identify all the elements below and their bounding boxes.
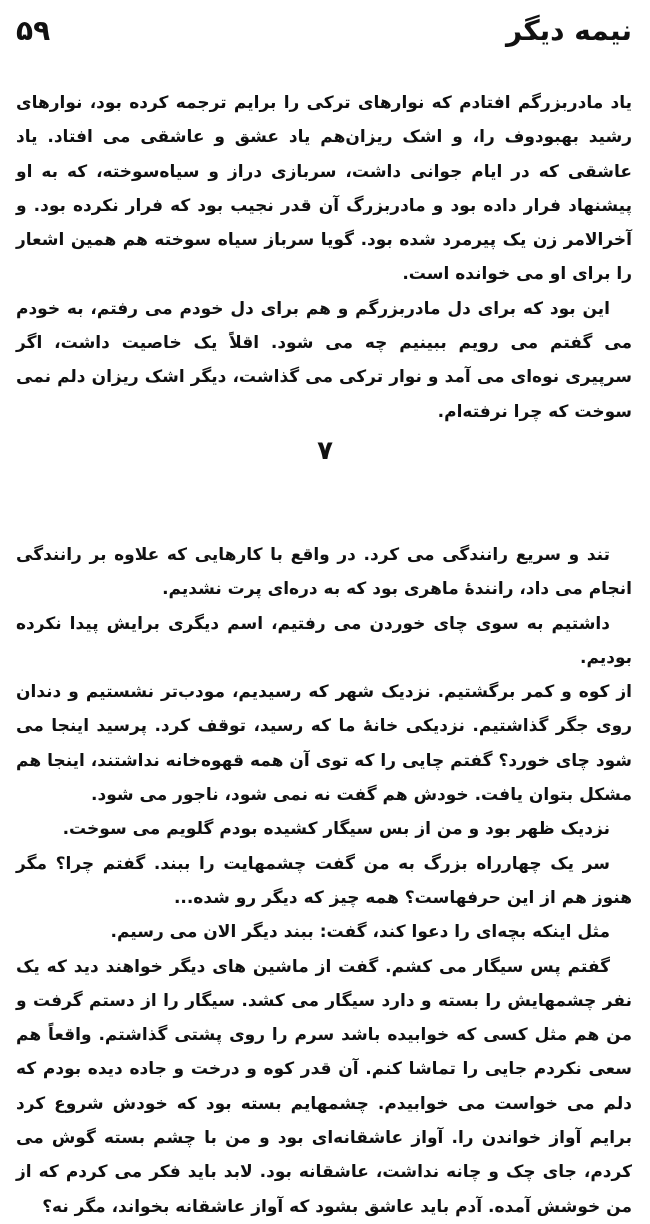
- text-block-top: [16, 86, 632, 429]
- paragraph: نزدیک ظهر بود و من از بس سیگار کشیده بودم گلویم می سوخت.: [62, 819, 610, 840]
- paragraph: تند و سریع رانندگی می کرد. در واقع با کارهایی که علاوه بر رانندگی انجام می داد، رانندهٔ ماهری بود که به دره‌ای پرت نشدیم.: [16, 545, 632, 600]
- section-number: ۷: [317, 436, 333, 466]
- paragraph: مثل اینکه بچه‌ای را دعوا کند، گفت: ببند دیگر الان می رسیم.: [110, 922, 610, 943]
- paragraph: سر یک چهارراه بزرگ به من گفت چشمهایت را ببند. گفتم چرا؟ مگر هنوز هم از این حرفهاست؟ همه چیز که دیگر رو شده...: [16, 853, 632, 908]
- paragraph: از کوه و کمر برگشتیم. نزدیک شهر که رسیدیم، مودب‌تر نشستیم و دندان روی جگر گذاشتیم. نزدیکی خانهٔ ما که رسید، توقف کرد. پرسید اینجا می شود چای خورد؟ گفتم چایی را که توی آن همه قهوه‌خانه نداشتند، اینجا هم مشکل بتوان یافت. خودش هم گفت نه نمی شود، ناجور می شود.: [16, 682, 632, 806]
- page-header: [16, 14, 632, 54]
- running-title: نیمه دیگر: [505, 14, 632, 47]
- paragraph: گفتم پس سیگار می کشم. گفت از ماشین های دیگر خواهند دید که یک نفر چشمهایش را بسته و دارد سیگار می کشد. سیگار را از دستم گرفت و من هم مثل کسی که خوابیده باشد سرم را روی پشتی گذاشتم. واقعاً هم سعی نکردم جایی را تماشا کنم. آن قدر کوه و درخت و جاده دیده بودم که دلم می خواست می خوابیدم. چشمهایم بسته بود که خودش شروع کرد برایم آواز خواندن را. آواز عاشقانه‌ای بود و من با چشم بسته گوش می کردم، جای چک و چانه نداشت، عاشقانه بود. لابد باید فکر می کردم که از من خوشش آمده. آدم باید عاشق بشود که آواز عاشقانه بخواند، مگر نه؟: [16, 956, 632, 1217]
- paragraph: این بود که برای دل مادربزرگم و هم برای دل خودم می رفتم، به خودم می گفتم می رویم ببینیم چه می شود. اقلاً یک خاصیت داشت، اگر سرپیری نوه‌ای می آمد و نوار ترکی می گذاشت، دیگر اشک ریزان دلم نمی سوخت که چرا نرفته‌ام.: [16, 298, 632, 422]
- text-block-bottom: [16, 538, 632, 1224]
- paragraph: یاد مادربزرگم افتادم که نوارهای ترکی را برایم ترجمه کرده بود، نوارهای رشید بهبودوف را، و اشک ریزان‌هم یاد عشق و عاشقی می افتاد. یاد عاشقی که در ایام جوانی داشت، سربازی دراز و سیاه‌سوخته، که به او پیشنهاد فرار داده بود و مادربزرگ آن قدر نجیب بود که فرار نکرده بود. و آخرالامر زن یک پیرمرد شده بود. گویا سرباز سیاه سوخته هم همین اشعار را برای او می خوانده است.: [16, 93, 632, 285]
- paragraph: داشتیم به سوی چای خوردن می رفتیم، اسم دیگری برایش پیدا نکرده بودیم.: [16, 613, 632, 668]
- page-number: ۵۹: [16, 14, 51, 47]
